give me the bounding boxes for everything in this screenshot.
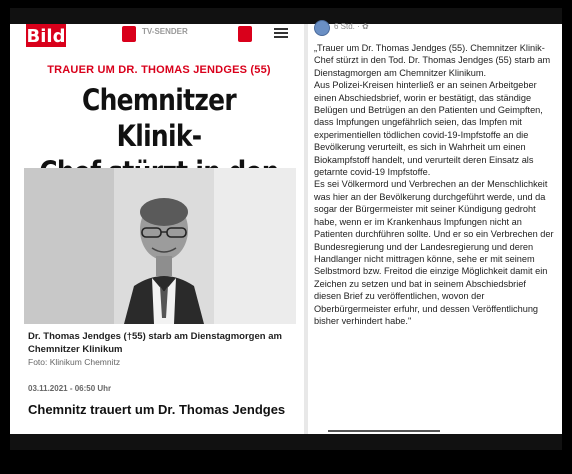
portrait-illustration	[24, 168, 296, 324]
top-black-bar	[10, 8, 562, 24]
article-teaser-heading[interactable]: Chemnitz trauert um Dr. Thomas Jendges	[28, 402, 286, 417]
hamburger-menu-icon[interactable]	[274, 28, 288, 38]
photo-credit: Foto: Klinikum Chemnitz	[28, 357, 121, 367]
caption-line-1: Dr. Thomas Jendges (†55) starb am Dienstagmorgen am	[28, 331, 282, 342]
nav-label-tv[interactable]: TV-SENDER	[142, 27, 188, 36]
post-body	[314, 42, 554, 327]
headline-line-1: Chemnitzer Klinik-	[81, 83, 237, 153]
article-photo[interactable]	[24, 168, 296, 324]
nav-icon[interactable]	[122, 26, 136, 42]
panel-divider	[304, 24, 308, 434]
post-paragraph: Aus Polizei-Kreisen hinterließ er an seinen Arbeitgeber einen Abschiedsbrief, worin er bestätigt, das ständige Belügen und Betrügen an den Patienten und Geimpften, dass Impfungen ungefährlich seien, das Impfen mit experimentiellen tödlichen covid-19-Impfstoffe an die Bevölkerung verurteilt, es sich in Wahrheit um einen Biokampfstoff handelt, und verurteilt deren Einsatz als getarnte covid-19 Impfstoffe.	[314, 80, 543, 178]
bottom-black-bar	[10, 434, 562, 450]
photo-caption	[28, 330, 298, 356]
post-paragraph: Es sei Völkermord und Verbrechen an der Menschlichkeit was hier an der Bevölkerung durchgeführt werde, und da sogar der Bürgermeister mit seiner Kündigung gedroht habe, wenn er im Krankenhaus Impfungen nicht an Patienten durchführen sollte. Und er so ein Verbrechen der Bundesregierung und der Landesregierung und deren Handlanger nicht mittragen könne, sehe er mit seinem Selbstmord bzw. Freitod die einzige Möglichkeit damit ein Zeichen zu setzen und bat in seinem Abschiedsbrief diesen Brief zu veröffentlichen, wovon der Oberbürgermeister erfuhr, und dessen Veröffentlichung bisher verhindert habe."	[314, 179, 554, 326]
screenshot-frame	[10, 8, 562, 450]
bild-logo[interactable]: Bild	[26, 24, 66, 50]
article-kicker: TRAUER UM DR. THOMAS JENDGES (55)	[47, 64, 271, 76]
scroll-indicator	[328, 430, 440, 432]
post-paragraph: „Trauer um Dr. Thomas Jendges (55). Chemnitzer Klinik-Chef stürzt in den Tod. Dr. Thomas Jendges (55) starb am Dienstagmorgen am Chemnitzer Klinikum.	[314, 43, 551, 78]
caption-line-2: Chemnitzer Klinikum	[28, 344, 123, 355]
post-timestamp[interactable]: 6 Std. · ✿	[334, 22, 369, 31]
account-icon[interactable]	[238, 26, 252, 42]
user-avatar[interactable]	[314, 20, 330, 36]
social-post-panel	[310, 24, 558, 432]
bild-article-panel	[18, 24, 300, 434]
publish-date: 03.11.2021 - 06:50 Uhr	[28, 384, 112, 393]
